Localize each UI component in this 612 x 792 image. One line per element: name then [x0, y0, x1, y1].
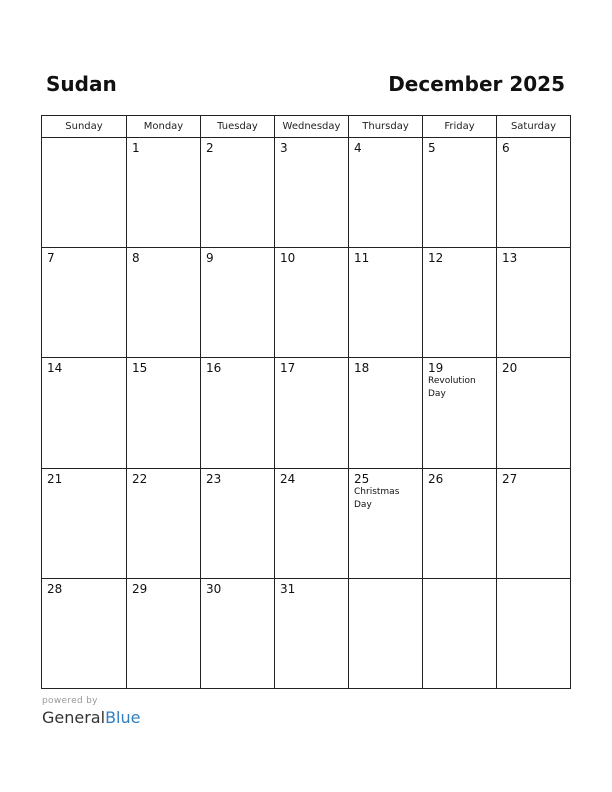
week-row	[42, 138, 571, 248]
day-number: 13	[502, 251, 518, 266]
day-cell	[497, 468, 571, 578]
day-number	[497, 579, 570, 582]
day-cell	[423, 468, 497, 578]
week-row	[42, 468, 571, 578]
day-number	[42, 138, 126, 141]
day-number: 12	[428, 251, 444, 266]
day-number: 5	[428, 141, 436, 155]
day-cell	[127, 468, 201, 578]
day-cell	[275, 468, 349, 578]
weekday-tuesday: Tuesday	[201, 116, 275, 138]
day-cell	[423, 248, 497, 358]
day-number: 14	[47, 361, 63, 376]
powered-by-text: powered by	[42, 696, 98, 706]
day-number: 19	[428, 361, 444, 376]
weekday-friday: Friday	[423, 116, 497, 138]
day-cell	[201, 468, 275, 578]
day-number: 26	[428, 471, 444, 486]
day-cell	[201, 358, 275, 468]
day-number: 9	[206, 251, 214, 266]
day-cell	[42, 138, 127, 248]
day-number: 21	[47, 471, 63, 486]
day-number: 29	[132, 581, 148, 596]
brand-general-text: General	[42, 708, 106, 727]
day-number: 10	[280, 251, 296, 266]
day-cell	[349, 248, 423, 358]
day-number: 30	[206, 581, 222, 596]
day-number: 1	[132, 141, 140, 155]
weekday-sunday: Sunday	[42, 116, 127, 138]
holiday-label: Revolution Day	[428, 376, 476, 400]
day-cell	[42, 358, 127, 468]
country-title: Sudan	[46, 72, 117, 96]
day-number: 3	[280, 141, 288, 155]
day-number: 7	[47, 251, 55, 266]
day-cell	[497, 248, 571, 358]
day-number: 27	[502, 471, 518, 486]
day-cell	[349, 468, 423, 578]
day-cell	[275, 578, 349, 688]
day-cell	[497, 138, 571, 248]
week-row	[42, 578, 571, 688]
day-cell	[201, 578, 275, 688]
day-number: 24	[280, 471, 296, 486]
day-number: 16	[206, 361, 222, 376]
day-cell	[423, 358, 497, 468]
day-cell	[275, 358, 349, 468]
day-cell	[497, 578, 571, 688]
brand-logo[interactable]	[42, 708, 140, 728]
day-cell	[423, 138, 497, 248]
day-cell	[275, 138, 349, 248]
day-number: 4	[354, 141, 362, 155]
week-row	[42, 358, 571, 468]
day-cell	[349, 138, 423, 248]
day-number: 17	[280, 361, 296, 376]
holiday-label: Christmas Day	[354, 486, 400, 510]
weekday-saturday: Saturday	[497, 116, 571, 138]
day-cell	[423, 578, 497, 688]
weekday-thursday: Thursday	[349, 116, 423, 138]
day-number: 6	[502, 141, 510, 155]
day-cell	[42, 578, 127, 688]
day-number: 20	[502, 361, 518, 376]
day-cell	[201, 138, 275, 248]
weekday-wednesday: Wednesday	[275, 116, 349, 138]
brand-blue-text: Blue	[105, 708, 141, 727]
day-cell	[349, 358, 423, 468]
day-number: 22	[132, 471, 148, 486]
day-number	[423, 579, 496, 582]
weekday-header-row	[42, 116, 571, 138]
day-cell	[201, 248, 275, 358]
day-cell	[127, 138, 201, 248]
day-number: 23	[206, 471, 222, 486]
day-number: 28	[47, 581, 63, 596]
day-number: 18	[354, 361, 370, 376]
day-cell	[42, 248, 127, 358]
weekday-monday: Monday	[127, 116, 201, 138]
day-number: 31	[280, 581, 296, 596]
day-number: 25	[354, 471, 370, 486]
day-cell	[497, 358, 571, 468]
day-cell	[275, 248, 349, 358]
day-cell	[127, 358, 201, 468]
day-number	[349, 579, 422, 582]
day-cell	[349, 578, 423, 688]
day-cell	[127, 248, 201, 358]
footer	[42, 696, 140, 728]
day-number: 11	[354, 251, 370, 266]
day-number: 2	[206, 141, 214, 155]
day-cell	[42, 468, 127, 578]
day-cell	[127, 578, 201, 688]
calendar-grid	[41, 115, 571, 689]
day-number: 15	[132, 361, 148, 376]
month-year-title: December 2025	[388, 72, 565, 96]
day-number: 8	[132, 251, 140, 266]
week-row	[42, 248, 571, 358]
